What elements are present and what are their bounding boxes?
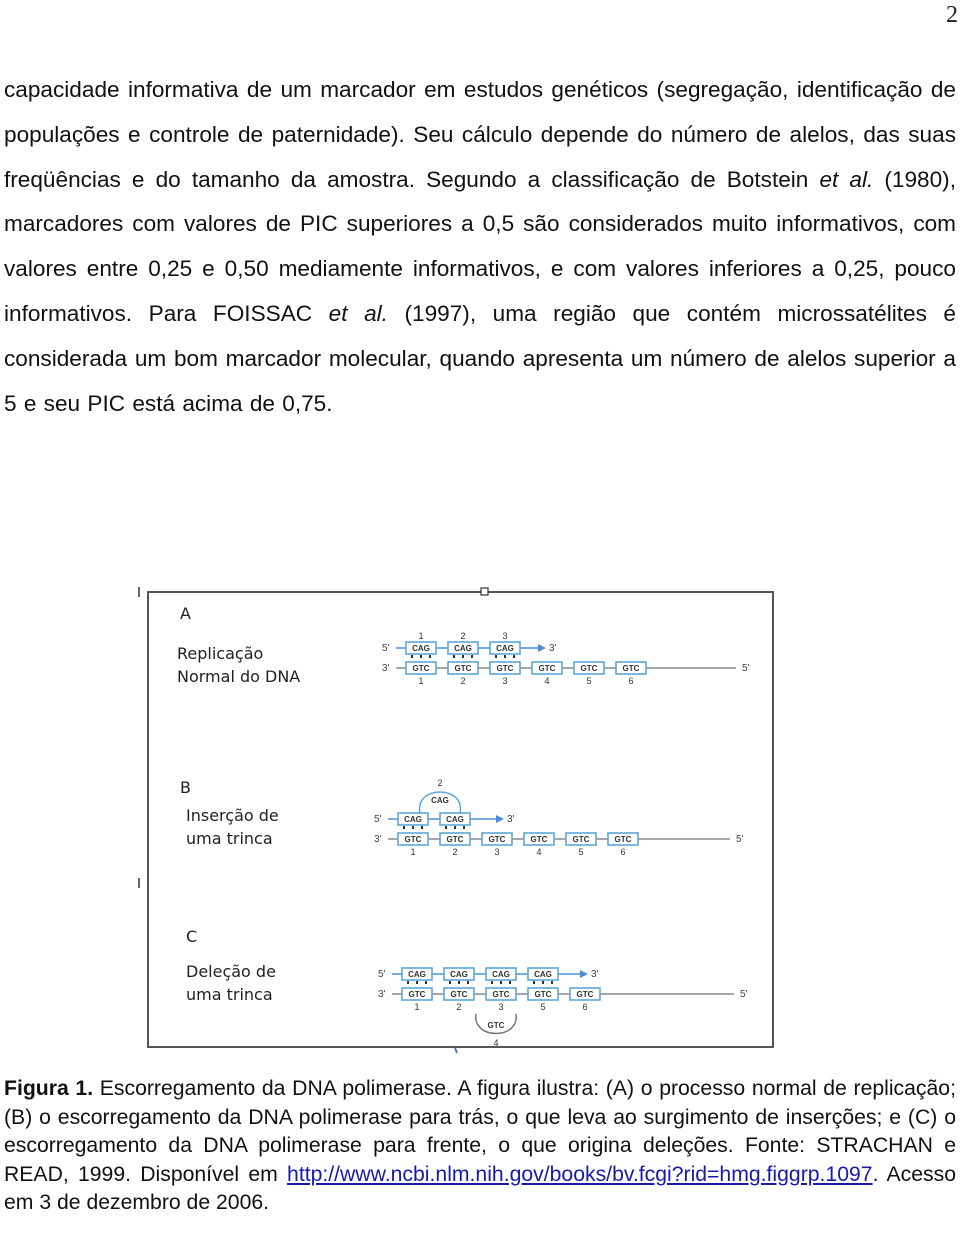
panel-c-title-line2: uma trinca — [186, 985, 273, 1004]
et-al-foissac: et al. — [328, 300, 388, 326]
strand-arrowhead — [496, 815, 504, 823]
base-pair-tick — [509, 981, 511, 984]
bottom-repeat-4-label: GTC — [530, 835, 548, 844]
bottom-repeat-2-label: GTC — [446, 835, 464, 844]
caption-title: Escorregamento da DNA polimerase. — [93, 1077, 452, 1100]
panel-a-title-line2: Normal do DNA — [177, 667, 301, 686]
bottom-repeat-number-3: 3 — [502, 676, 508, 686]
top-repeat-3-label: CAG — [492, 970, 510, 979]
bottom-repeat-1-label: GTC — [404, 835, 422, 844]
base-pair-tick — [458, 981, 460, 984]
strand-bottom-3prime: 3' — [374, 834, 382, 845]
figure-caption — [4, 1075, 956, 1218]
page-number: 2 — [946, 2, 958, 28]
bottom-repeat-1-label: GTC — [412, 664, 430, 673]
base-pair-tick — [504, 655, 506, 658]
strand-top-5prime: 5' — [382, 643, 390, 654]
bottom-repeat-number-1: 1 — [418, 676, 424, 686]
panel-c-title-line1: Deleção de — [186, 962, 276, 981]
bottom-repeat-3-label: GTC — [496, 664, 514, 673]
caption-label: Figura 1. — [4, 1077, 94, 1100]
bottom-repeat-number-3: 3 — [498, 1002, 504, 1012]
strand-top-3prime: 3' — [549, 643, 557, 654]
bottom-repeat-6-label: GTC — [622, 664, 640, 673]
bottom-repeat-number-5: 5 — [578, 847, 584, 857]
base-pair-tick — [495, 655, 497, 658]
panel-b-diagram — [374, 778, 744, 857]
bottom-repeat-number-5: 6 — [582, 1002, 588, 1012]
top-repeat-2-label: CAG — [446, 815, 464, 824]
panel-a-title-line1: Replicação — [177, 644, 264, 663]
base-pair-tick — [454, 826, 456, 829]
bottom-repeat-number-2: 2 — [456, 1002, 462, 1012]
top-repeat-4-label: CAG — [534, 970, 552, 979]
top-repeat-1-label: CAG — [408, 970, 426, 979]
base-pair-tick — [542, 981, 544, 984]
strand-bottom-5prime: 5' — [736, 834, 744, 845]
panel-a-letter: A — [180, 604, 191, 623]
strand-bottom-3prime: 3' — [378, 989, 386, 1000]
deletion-loop-label: GTC — [487, 1021, 505, 1030]
base-pair-tick — [551, 981, 553, 984]
bottom-repeat-5-label: GTC — [572, 835, 590, 844]
top-repeat-1-label: CAG — [412, 644, 430, 653]
base-pair-tick — [462, 655, 464, 658]
strand-bottom-3prime: 3' — [382, 663, 390, 674]
body-paragraph — [4, 68, 956, 426]
bottom-repeat-5-label: GTC — [580, 664, 598, 673]
base-pair-tick — [407, 981, 409, 984]
base-pair-tick — [453, 655, 455, 658]
bottom-repeat-3-label: GTC — [492, 990, 510, 999]
base-pair-tick — [463, 826, 465, 829]
bottom-repeat-4-label: GTC — [538, 664, 556, 673]
bottom-repeat-2-label: GTC — [450, 990, 468, 999]
base-pair-tick — [445, 826, 447, 829]
base-pair-tick — [467, 981, 469, 984]
base-pair-tick — [449, 981, 451, 984]
base-pair-tick — [411, 655, 413, 658]
bottom-repeat-3-label: GTC — [488, 835, 506, 844]
strand-bottom-5prime: 5' — [740, 989, 748, 1000]
frame-handle — [481, 588, 488, 595]
bottom-repeat-number-1: 1 — [410, 847, 416, 857]
bottom-repeat-number-3: 3 — [494, 847, 500, 857]
bottom-repeat-5-label: GTC — [576, 990, 594, 999]
paragraph-text-1: capacidade informativa de um marcador em estudos genéticos (segregação, identificação de populações e controle de paternidade). Seu cálculo depende do número de alelos, das suas freqüências e do tamanho da amostra. Segundo a classificação de Botstein — [4, 77, 956, 192]
bottom-repeat-number-2: 2 — [452, 847, 458, 857]
base-pair-tick — [491, 981, 493, 984]
strand-arrowhead — [538, 644, 546, 652]
strand-bottom-5prime: 5' — [742, 663, 750, 674]
frame-tick-bottom — [455, 1048, 457, 1053]
bottom-repeat-4-label: GTC — [534, 990, 552, 999]
paragraph-text-3: (1997), uma região que contém microssatélites é considerada um bom marcador molecular, quando apresenta um número de alelos superior a 5 e seu PIC está acima de 0,75. — [4, 300, 956, 416]
panel-a-diagram — [382, 631, 750, 686]
panel-b-title-line1: Inserção de — [186, 806, 279, 825]
bottom-repeat-number-6: 6 — [628, 676, 634, 686]
figure-dna-slippage — [136, 585, 781, 1055]
base-pair-tick — [412, 826, 414, 829]
caption-access: . Acesso em 3 de dezembro de 2006. — [4, 1162, 956, 1215]
bottom-repeat-number-4: 5 — [540, 1002, 546, 1012]
top-repeat-2-label: CAG — [450, 970, 468, 979]
top-repeat-1-label: CAG — [404, 815, 422, 824]
bottom-repeat-number-1: 1 — [414, 1002, 420, 1012]
top-repeat-number-3: 3 — [502, 631, 508, 641]
et-al-botstein: et al. — [819, 166, 874, 192]
bottom-repeat-number-2: 2 — [460, 676, 466, 686]
base-pair-tick — [429, 655, 431, 658]
bottom-repeat-number-6: 6 — [620, 847, 626, 857]
base-pair-tick — [500, 981, 502, 984]
base-pair-tick — [416, 981, 418, 984]
base-pair-tick — [533, 981, 535, 984]
bottom-repeat-number-5: 5 — [586, 676, 592, 686]
panel-c-letter: C — [186, 927, 198, 946]
top-repeat-2-label: CAG — [454, 644, 472, 653]
paragraph-text-2: (1980), marcadores com valores de PIC superiores a 0,5 são considerados muito informativos, com valores entre 0,25 e 0,50 mediamente informativos, e com valores inferiores a 0,25, pouco informativos. Para FOISSAC — [4, 166, 956, 326]
base-pair-tick — [425, 981, 427, 984]
deletion-loop-number: 4 — [493, 1038, 499, 1048]
base-pair-tick — [513, 655, 515, 658]
strand-top-3prime: 3' — [591, 969, 599, 980]
base-pair-tick — [471, 655, 473, 658]
base-pair-tick — [421, 826, 423, 829]
base-pair-tick — [403, 826, 405, 829]
insertion-loop-number: 2 — [437, 778, 443, 788]
caption-text: A figura ilustra: (A) o processo normal de replicação; (B) o escorregamento da DNA polimerase para trás, o que leva ao surgimento de inserções; e (C) o escorregamento da DNA polimerase para frente, o que origina deleções. Fonte: STRACHAN e READ, 1999. Disponível em — [4, 1077, 956, 1186]
top-repeat-number-2: 2 — [460, 631, 466, 641]
strand-top-3prime: 3' — [507, 814, 515, 825]
top-repeat-number-1: 1 — [418, 631, 424, 641]
panel-b-letter: B — [180, 778, 191, 797]
bottom-repeat-number-4: 4 — [544, 676, 550, 686]
panel-c-diagram — [378, 968, 748, 1048]
strand-top-5prime: 5' — [378, 969, 386, 980]
figure-svg — [136, 585, 781, 1055]
caption-source-link[interactable]: http://www.ncbi.nlm.nih.gov/books/bv.fcgi?rid=hmg.figgrp.1097 — [287, 1162, 873, 1186]
strand-top-5prime: 5' — [374, 814, 382, 825]
bottom-repeat-1-label: GTC — [408, 990, 426, 999]
bottom-repeat-number-4: 4 — [536, 847, 542, 857]
bottom-repeat-6-label: GTC — [614, 835, 632, 844]
panel-b-title-line2: uma trinca — [186, 829, 273, 848]
bottom-repeat-2-label: GTC — [454, 664, 472, 673]
top-repeat-3-label: CAG — [496, 644, 514, 653]
base-pair-tick — [420, 655, 422, 658]
insertion-loop-label: CAG — [431, 796, 449, 805]
strand-arrowhead — [580, 970, 588, 978]
